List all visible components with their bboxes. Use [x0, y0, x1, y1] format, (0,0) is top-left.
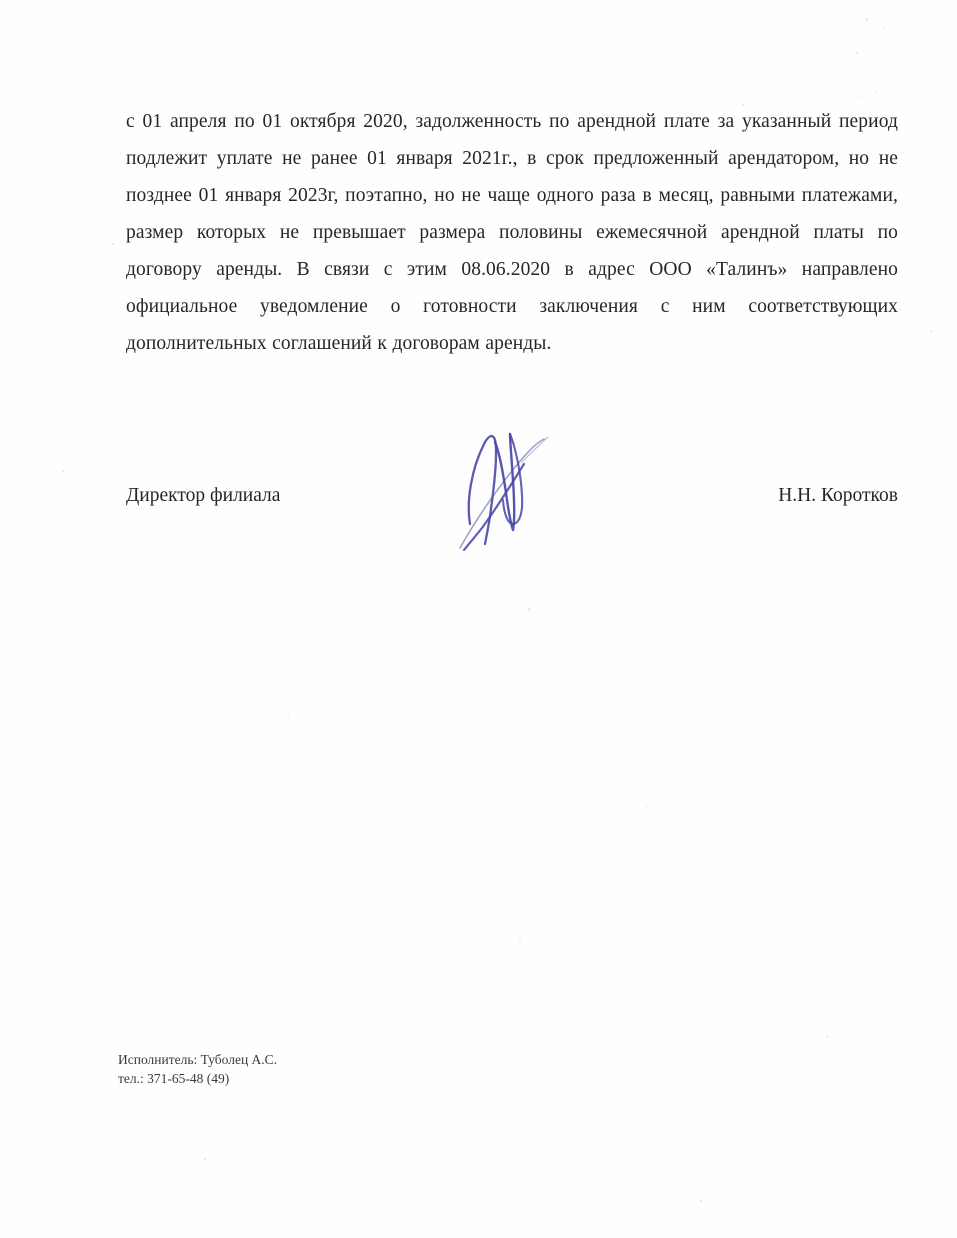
main-paragraph: с 01 апреля по 01 октября 2020, задолженность по арендной плате за указанный период подлежит уплате не ранее 01 января 2021г., в срок предложенный арендатором, но не позднее 01 января 2023г, поэтапно, но не чаще одного раза в месяц, равными платежами, размер которых не превышает размера половины ежемесячной арендной платы по договору аренды. В связи с этим 08.06.2020 в адрес ООО «Талинъ» направлено официальное уведомление о готовности заключения с ним соответствующих дополнительных соглашений к договорам аренды.: [126, 111, 898, 354]
executor-name-line: Исполнитель: Туболец А.С.: [118, 1052, 278, 1067]
executor-footer: [118, 1050, 277, 1088]
body-text-block: [126, 103, 898, 362]
executor-phone-line: тел.: 371-65-48 (49): [118, 1071, 230, 1086]
signature-row: [126, 485, 898, 525]
signatory-name: Н.Н. Коротков: [778, 485, 898, 506]
signatory-title: Директор филиала: [126, 485, 281, 506]
